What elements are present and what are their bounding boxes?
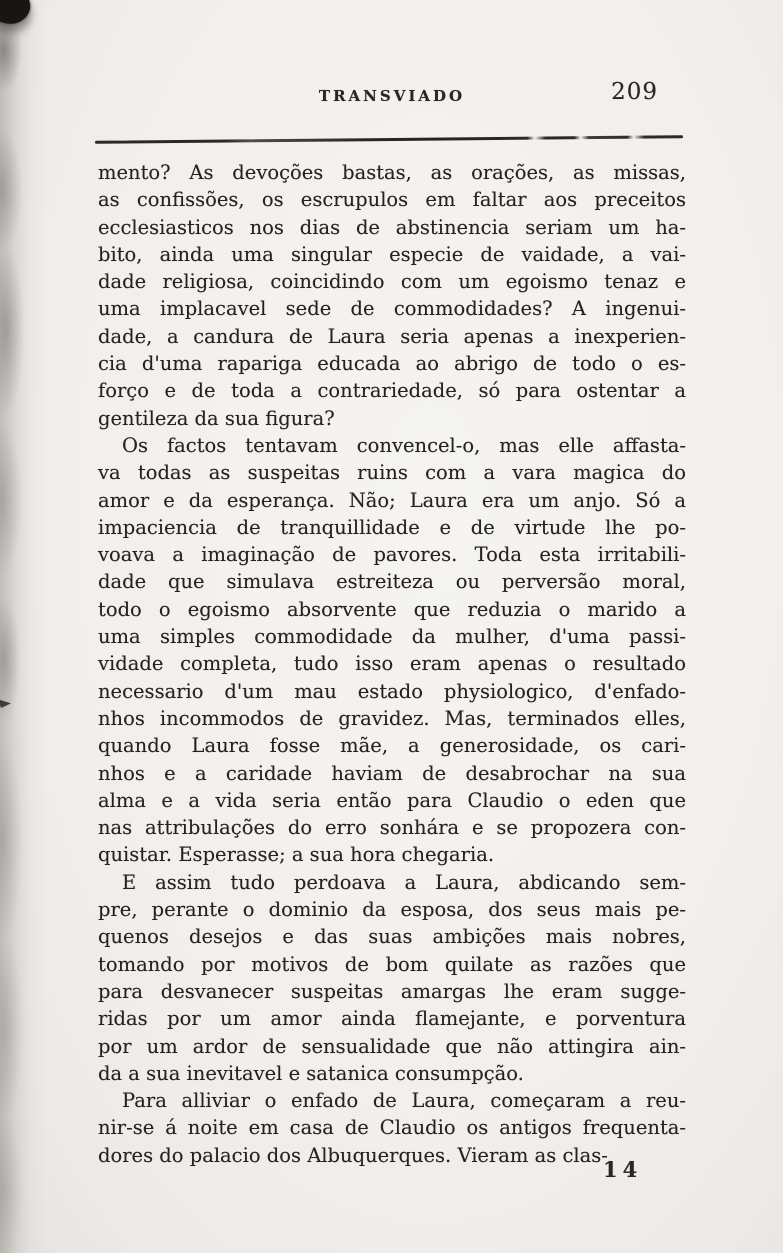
page-content — [98, 0, 686, 1253]
text-line: alma e a vida seria então para Claudio o eden que — [98, 788, 686, 812]
text-line: uma implacavel sede de commodidades? A ingenui- — [98, 297, 686, 321]
text-line: amor e da esperança. Não; Laura era um anjo. Só a — [98, 488, 686, 512]
text-line: dores do palacio dos Albuquerques. Vieram as clas- — [98, 1143, 608, 1167]
text-line: ecclesiasticos nos dias de abstinencia seriam um ha- — [98, 215, 686, 239]
text-line: as confissões, os escrupulos em faltar aos preceitos — [98, 188, 686, 212]
text-line: dade religiosa, coincidindo com um egoismo tenaz e — [98, 270, 686, 294]
text-line: va todas as suspeitas ruins com a vara magica do — [98, 461, 686, 485]
text-line: nas attribulações do erro sonhára e se propozera con- — [98, 816, 686, 840]
text-line: cia d'uma rapariga educada ao abrigo de todo o es- — [98, 352, 686, 376]
text-line: Os factos tentavam convencel-o, mas elle affasta- — [122, 433, 686, 457]
paragraph — [98, 1087, 686, 1169]
text-line: quistar. Esperasse; a sua hora chegaria. — [98, 843, 495, 867]
text-line: nir-se á noite em casa de Claudio os antigos frequenta- — [98, 1116, 686, 1140]
text-line: uma simples commodidade da mulher, d'uma passi- — [98, 625, 686, 649]
body-text — [98, 159, 686, 1169]
text-line: tomando por motivos de bom quilate as razões que — [98, 952, 686, 976]
paragraph — [98, 869, 686, 1087]
text-line: para desvanecer suspeitas amargas lhe eram sugge- — [98, 979, 686, 1003]
text-line: por um ardor de sensualidade que não attingira ain- — [98, 1034, 686, 1058]
text-line: dade que simulava estreiteza ou perversão moral, — [98, 570, 686, 594]
text-line: Para alliviar o enfado de Laura, começaram a reu- — [122, 1089, 686, 1113]
text-line: da a sua inevitavel e satanica consumpção. — [98, 1061, 524, 1085]
scan-edge-shadow — [0, 0, 48, 1253]
text-line: gentileza da sua figura? — [98, 406, 335, 430]
paragraph — [98, 432, 686, 869]
text-line: quando Laura fosse mãe, a generosidade, os cari- — [98, 734, 686, 758]
running-title: TRANSVIADO — [318, 87, 466, 105]
text-line: vidade completa, tudo isso eram apenas o resultado — [98, 652, 686, 676]
text-line: voava a imaginação de pavores. Toda esta irritabili- — [98, 543, 686, 567]
text-line: dade, a candura de Laura seria apenas a inexperien- — [98, 324, 686, 348]
text-line: impaciencia de tranquillidade e de virtude lhe po- — [98, 515, 686, 539]
page-header — [98, 79, 686, 105]
text-line: nhos incommodos de gravidez. Mas, terminados elles, — [98, 706, 686, 730]
signature-mark: 14 — [603, 1157, 643, 1182]
text-line: nhos e a caridade haviam de desabrochar na sua — [98, 761, 686, 785]
text-line: forço e de toda a contrariedade, só para ostentar a — [98, 379, 686, 403]
page-number: 209 — [611, 79, 658, 105]
text-line: mento? As devoções bastas, as orações, as missas, — [98, 161, 686, 184]
text-line: bito, ainda uma singular especie de vaidade, a vai- — [98, 242, 686, 266]
header-rule — [95, 135, 683, 144]
paragraph — [98, 159, 686, 432]
text-line: todo o egoismo absorvente que reduzia o marido a — [98, 597, 686, 621]
text-line: ridas por um amor ainda flamejante, e porventura — [98, 1007, 686, 1031]
text-line: E assim tudo perdoava a Laura, abdicando sem- — [122, 870, 686, 894]
text-line: pre, perante o dominio da esposa, dos seus mais pe- — [98, 898, 686, 922]
text-line: necessario d'um mau estado physiologico, d'enfado- — [98, 679, 686, 703]
text-line: quenos desejos e das suas ambições mais nobres, — [98, 925, 686, 949]
